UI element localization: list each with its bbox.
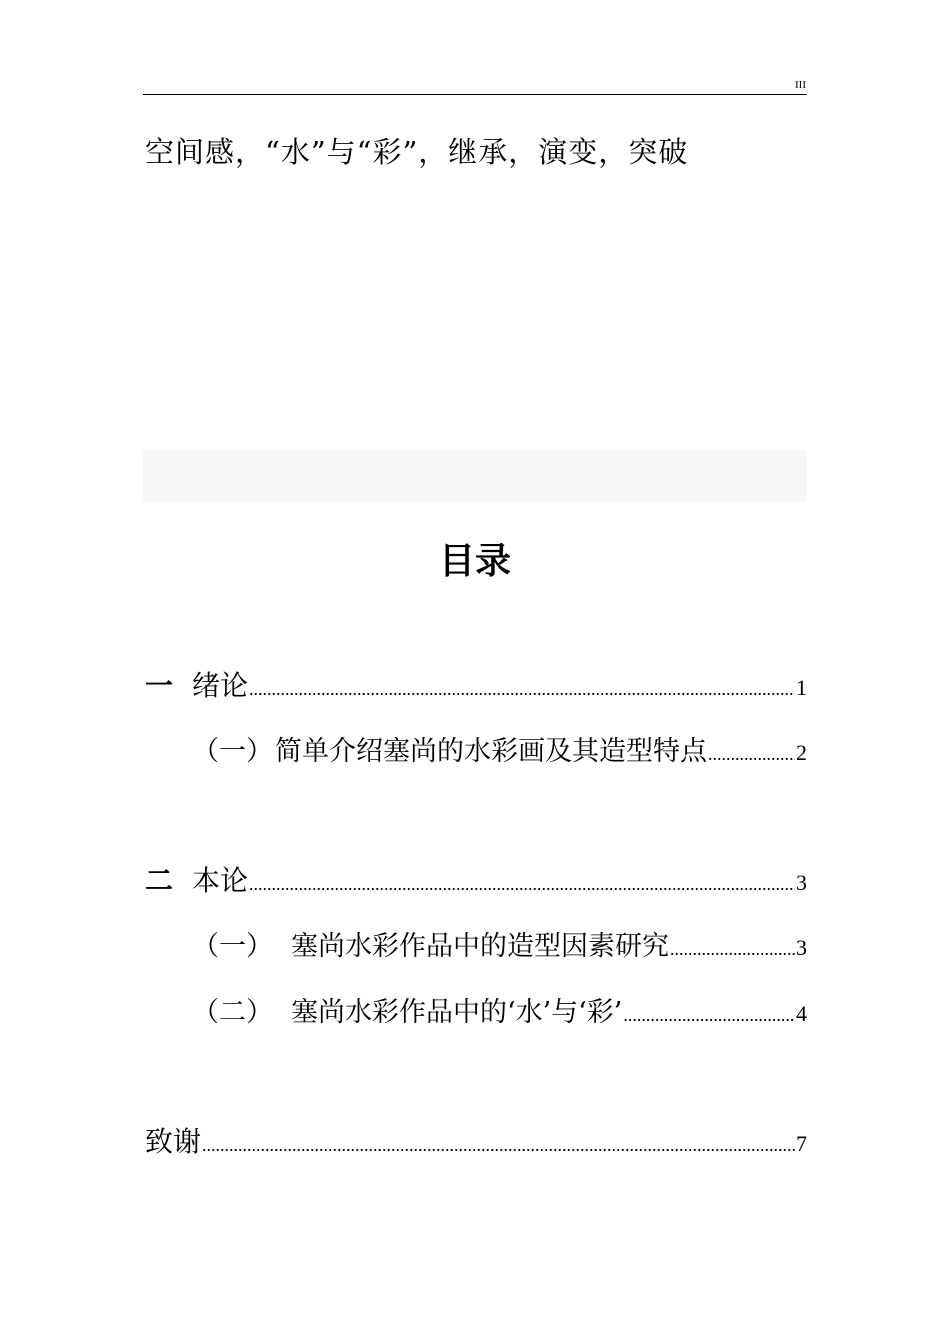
toc-entry-label — [145, 664, 248, 704]
header-page-numeral: III — [795, 79, 806, 91]
toc-page-number: 4 — [796, 1001, 807, 1026]
toc-leader-dots — [249, 679, 795, 700]
toc-entry-water-and-color[interactable] — [192, 990, 807, 1029]
toc-entry-label — [145, 1120, 201, 1160]
toc-title: 目录 — [438, 541, 511, 582]
toc-leader-dots — [708, 744, 795, 765]
toc-entry-number: （二） — [192, 997, 273, 1028]
toc-page-number: 3 — [796, 935, 807, 960]
toc-leader-dots — [202, 1135, 795, 1156]
toc-entry-number: （一） — [192, 736, 273, 767]
toc-entry-label — [145, 859, 248, 899]
toc-leader-dots — [623, 1005, 795, 1026]
toc-entry-cezanne-watercolor-intro[interactable] — [192, 729, 807, 768]
toc-entry-number: （一） — [192, 931, 273, 962]
toc-entry-label — [192, 729, 707, 768]
toc-page-number: 7 — [796, 1131, 807, 1156]
toc-entry-form-factors[interactable] — [192, 924, 807, 963]
toc-entry-text: 绪论 — [192, 669, 249, 702]
toc-entry-text: 塞尚水彩作品中的‘水’与‘彩’ — [291, 997, 623, 1028]
toc-entry-text: 致谢 — [145, 1125, 202, 1158]
toc-entry-acknowledgements[interactable] — [145, 1120, 807, 1160]
toc-entry-label — [192, 924, 669, 963]
toc-entry-text: 简单介绍塞尚的水彩画及其造型特点 — [275, 736, 707, 767]
section-separator-band — [143, 451, 807, 501]
keywords-line: 空间感，“水”与“彩”，继承，演变，突破 — [145, 135, 689, 169]
toc-entry-text: 本论 — [192, 864, 249, 897]
toc-entry-number: 二 — [145, 864, 174, 897]
toc-entry-number: 一 — [145, 669, 174, 702]
toc-entry-introduction[interactable] — [145, 664, 807, 704]
toc-leader-dots — [670, 939, 795, 960]
toc-entry-label — [192, 990, 622, 1029]
toc-page-number: 2 — [796, 740, 807, 765]
toc-entry-main-body[interactable] — [145, 859, 807, 899]
toc-page-number: 3 — [796, 870, 807, 895]
header-divider — [143, 94, 807, 95]
toc-entry-text: 塞尚水彩作品中的造型因素研究 — [291, 931, 669, 962]
toc-leader-dots — [249, 874, 795, 895]
toc-page-number: 1 — [796, 675, 807, 700]
